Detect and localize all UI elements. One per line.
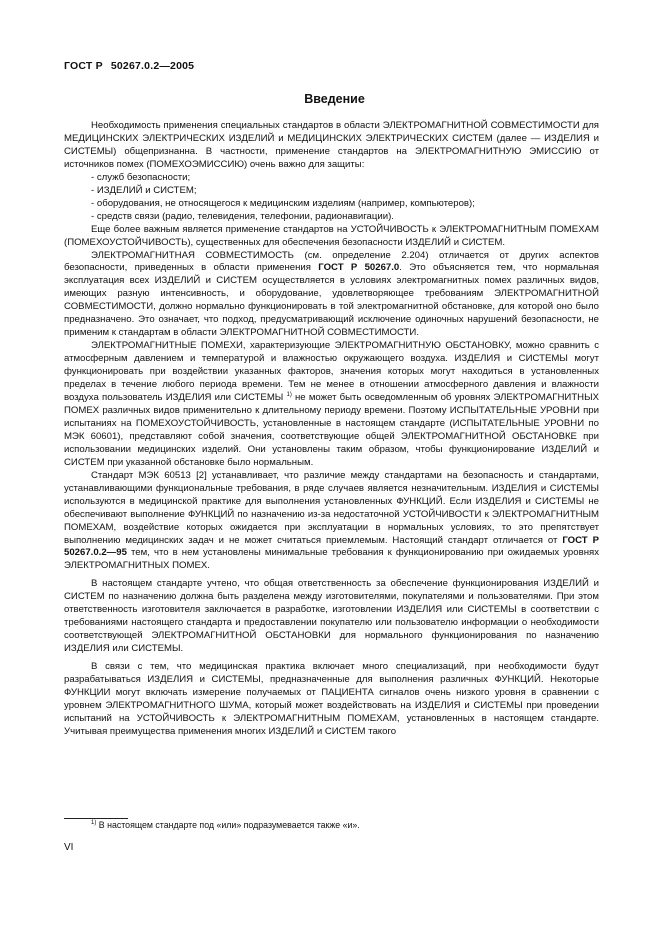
standard-label: ГОСТ Р	[64, 60, 103, 72]
footnote-divider	[64, 818, 128, 819]
body-text	[64, 120, 599, 739]
standard-code: 50267.0.2—2005	[110, 60, 195, 72]
footnote-text: В настоящем стандарте под «или» подразумевается также «и».	[98, 820, 360, 830]
paragraph: Еще более важным является применение стандартов на УСТОЙЧИВОСТЬ к ЭЛЕКТРОМАГНИТНЫМ ПОМЕХАМ (ПОМЕХОУСТОЙЧИВОСТЬ), существенных для обеспечения безопасности ИЗДЕЛИЙ и СИСТЕМ.	[64, 223, 599, 248]
paragraph: В настоящем стандарте учтено, что общая ответственность за обеспечение функционирования ИЗДЕЛИЙ и СИСТЕМ по назначению должна быть разделена между изготовителями, покупателями и пользователями. При этом ответственность изготовителя заключается в разработке, изготовлении ИЗДЕЛИЯ или СИСТЕМЫ в соответствии с требованиями настоящего стандарта и предоставлении покупателю или пользователю информации о необходимости соответствующей ЭЛЕКТРОМАГНИТНОЙ ОБСТАНОВКИ для нормального функционирования по назначению ИЗДЕЛИЯ или СИСТЕМЫ.	[64, 578, 599, 655]
section-title: Введение	[304, 92, 365, 106]
paragraph: Необходимость применения специальных стандартов в области ЭЛЕКТРОМАГНИТНОЙ СОВМЕСТИМОСТИ для МЕДИЦИНСКИХ ЭЛЕКТРИЧЕСКИХ ИЗДЕЛИЙ и МЕДИЦИНСКИХ ЭЛЕКТРИЧЕСКИХ СИСТЕМ (далее — ИЗДЕЛИЯ и СИСТЕМЫ) общепризнанна. В частности, применение стандартов на ЭЛЕКТРОМАГНИТНУЮ ЭМИССИЮ от источников помех (ПОМЕХОЭМИССИЮ) очень важно для защиты:	[64, 120, 599, 170]
paragraph: ЭЛЕКТРОМАГНИТНЫЕ ПОМЕХИ, характеризующие ЭЛЕКТРОМАГНИТНУЮ ОБСТАНОВКУ, можно сравнить с атмосферным давлением и температурой и влажностью окружающего воздуха. ИЗДЕЛИЯ и СИСТЕМЫ могут функционировать при воздействии указанных факторов, значения которых могут находиться в установленных пределах в течение любого периода времени. Тем не менее в отношении атмосферного давления и влажности воздуха пользователь ИЗДЕЛИЯ или СИСТЕМЫ $^{1)}$ не может быть осведомленным об уровнях ЭЛЕКТРОМАГНИТНЫХ ПОМЕХ различных видов применительно к длительному периоду времени. Поэтому ИСПЫТАТЕЛЬНЫЕ УРОВНИ при испытаниях на ПОМЕХОУСТОЙЧИВОСТЬ, установленные в настоящем стандарте (ИСПЫТАТЕЛЬНЫЕ УРОВНИ по МЭК 60601), представляют собой значения, соответствующие общей ЭЛЕКТРОМАГНИТНОЙ ОБСТАНОВКЕ при использовании медицинских изделий. Они установлены таким образом, чтобы функционирование ИЗДЕЛИЙ и СИСТЕМ при указанной обстановке было нормальным.	[64, 340, 599, 468]
paragraph: ЭЛЕКТРОМАГНИТНАЯ СОВМЕСТИМОСТЬ (см. определение 2.204) отличается от других аспектов безопасности, приведенных в области применения ГОСТ Р 50267.0. Это объясняется тем, что нормальная эксплуатация всех ИЗДЕЛИЙ и СИСТЕМ осуществляется в условиях электромагнитных помех различных видов, имеющих разную интенсивность, и оборудование, удовлетворяющее требованиям ЭЛЕКТРОМАГНИТНОЙ СОВМЕСТИМОСТИ, должно нормально функционировать в той электромагнитной обстановке, для которой оно было предназначено. Это означает, что подход, предусматривающий исключение одиночных нарушений безопасности, не применим к стандартам в области ЭЛЕКТРОМАГНИТНОЙ СОВМЕСТИМОСТИ.	[64, 249, 599, 339]
footnote-mark: 1)	[91, 820, 97, 826]
page-header	[64, 60, 194, 72]
page-number: VI	[64, 842, 74, 853]
paragraph: - оборудования, не относящегося к медицинским изделиям (например, компьютеров);	[91, 197, 475, 209]
paragraph: - служб безопасности;	[91, 171, 191, 183]
footnote	[91, 820, 360, 830]
paragraph: Стандарт МЭК 60513 [2] устанавливает, что различие между стандартами на безопасность и стандартами, устанавливающими функциональные требования, в ряде случаев является незначительным. ИЗДЕЛИЯ и СИСТЕМЫ используются в медицинской практике для выполнения установленных ФУНКЦИЙ. Если ИЗДЕЛИЯ и СИСТЕМЫ не обеспечивают выполнение ФУНКЦИЙ по назначению из-за недостаточной УСТОЙЧИВОСТИ к ЭЛЕКТРОМАГНИТНЫМ ПОМЕХАМ, воздействие которых ожидается при эксплуатации в нормальных условиях, то это препятствует выполнению медицинских задач и не может считаться приемлемым. Настоящий стандарт отличается от ГОСТ Р 50267.0.2—95 тем, что в нем установлены минимальные требования к функционированию при ожидаемых уровнях ЭЛЕКТРОМАГНИТНЫХ ПОМЕХ.	[64, 469, 599, 572]
paragraph: - средств связи (радио, телевидения, телефонии, радионавигации).	[91, 210, 394, 222]
paragraph: - ИЗДЕЛИЙ и СИСТЕМ;	[91, 184, 197, 196]
paragraph: В связи с тем, что медицинская практика включает много специализаций, при необходимости будут разрабатываться ИЗДЕЛИЯ и СИСТЕМЫ, предназначенные для выполнения различных ФУНКЦИЙ. Некоторые ФУНКЦИИ могут включать измерение получаемых от ПАЦИЕНТА сигналов очень низкого уровня в сравнении с уровнем ЭЛЕКТРОМАГНИТНОГО ШУМА, который может воздействовать на ИЗДЕЛИЯ и СИСТЕМЫ при проведении испытаний на УСТОЙЧИВОСТЬ к ЭЛЕКТРОМАГНИТНЫМ ПОМЕХАМ, установленных в настоящем стандарте. Учитывая преимущества применения многих ИЗДЕЛИЙ и СИСТЕМ такого	[64, 661, 599, 737]
